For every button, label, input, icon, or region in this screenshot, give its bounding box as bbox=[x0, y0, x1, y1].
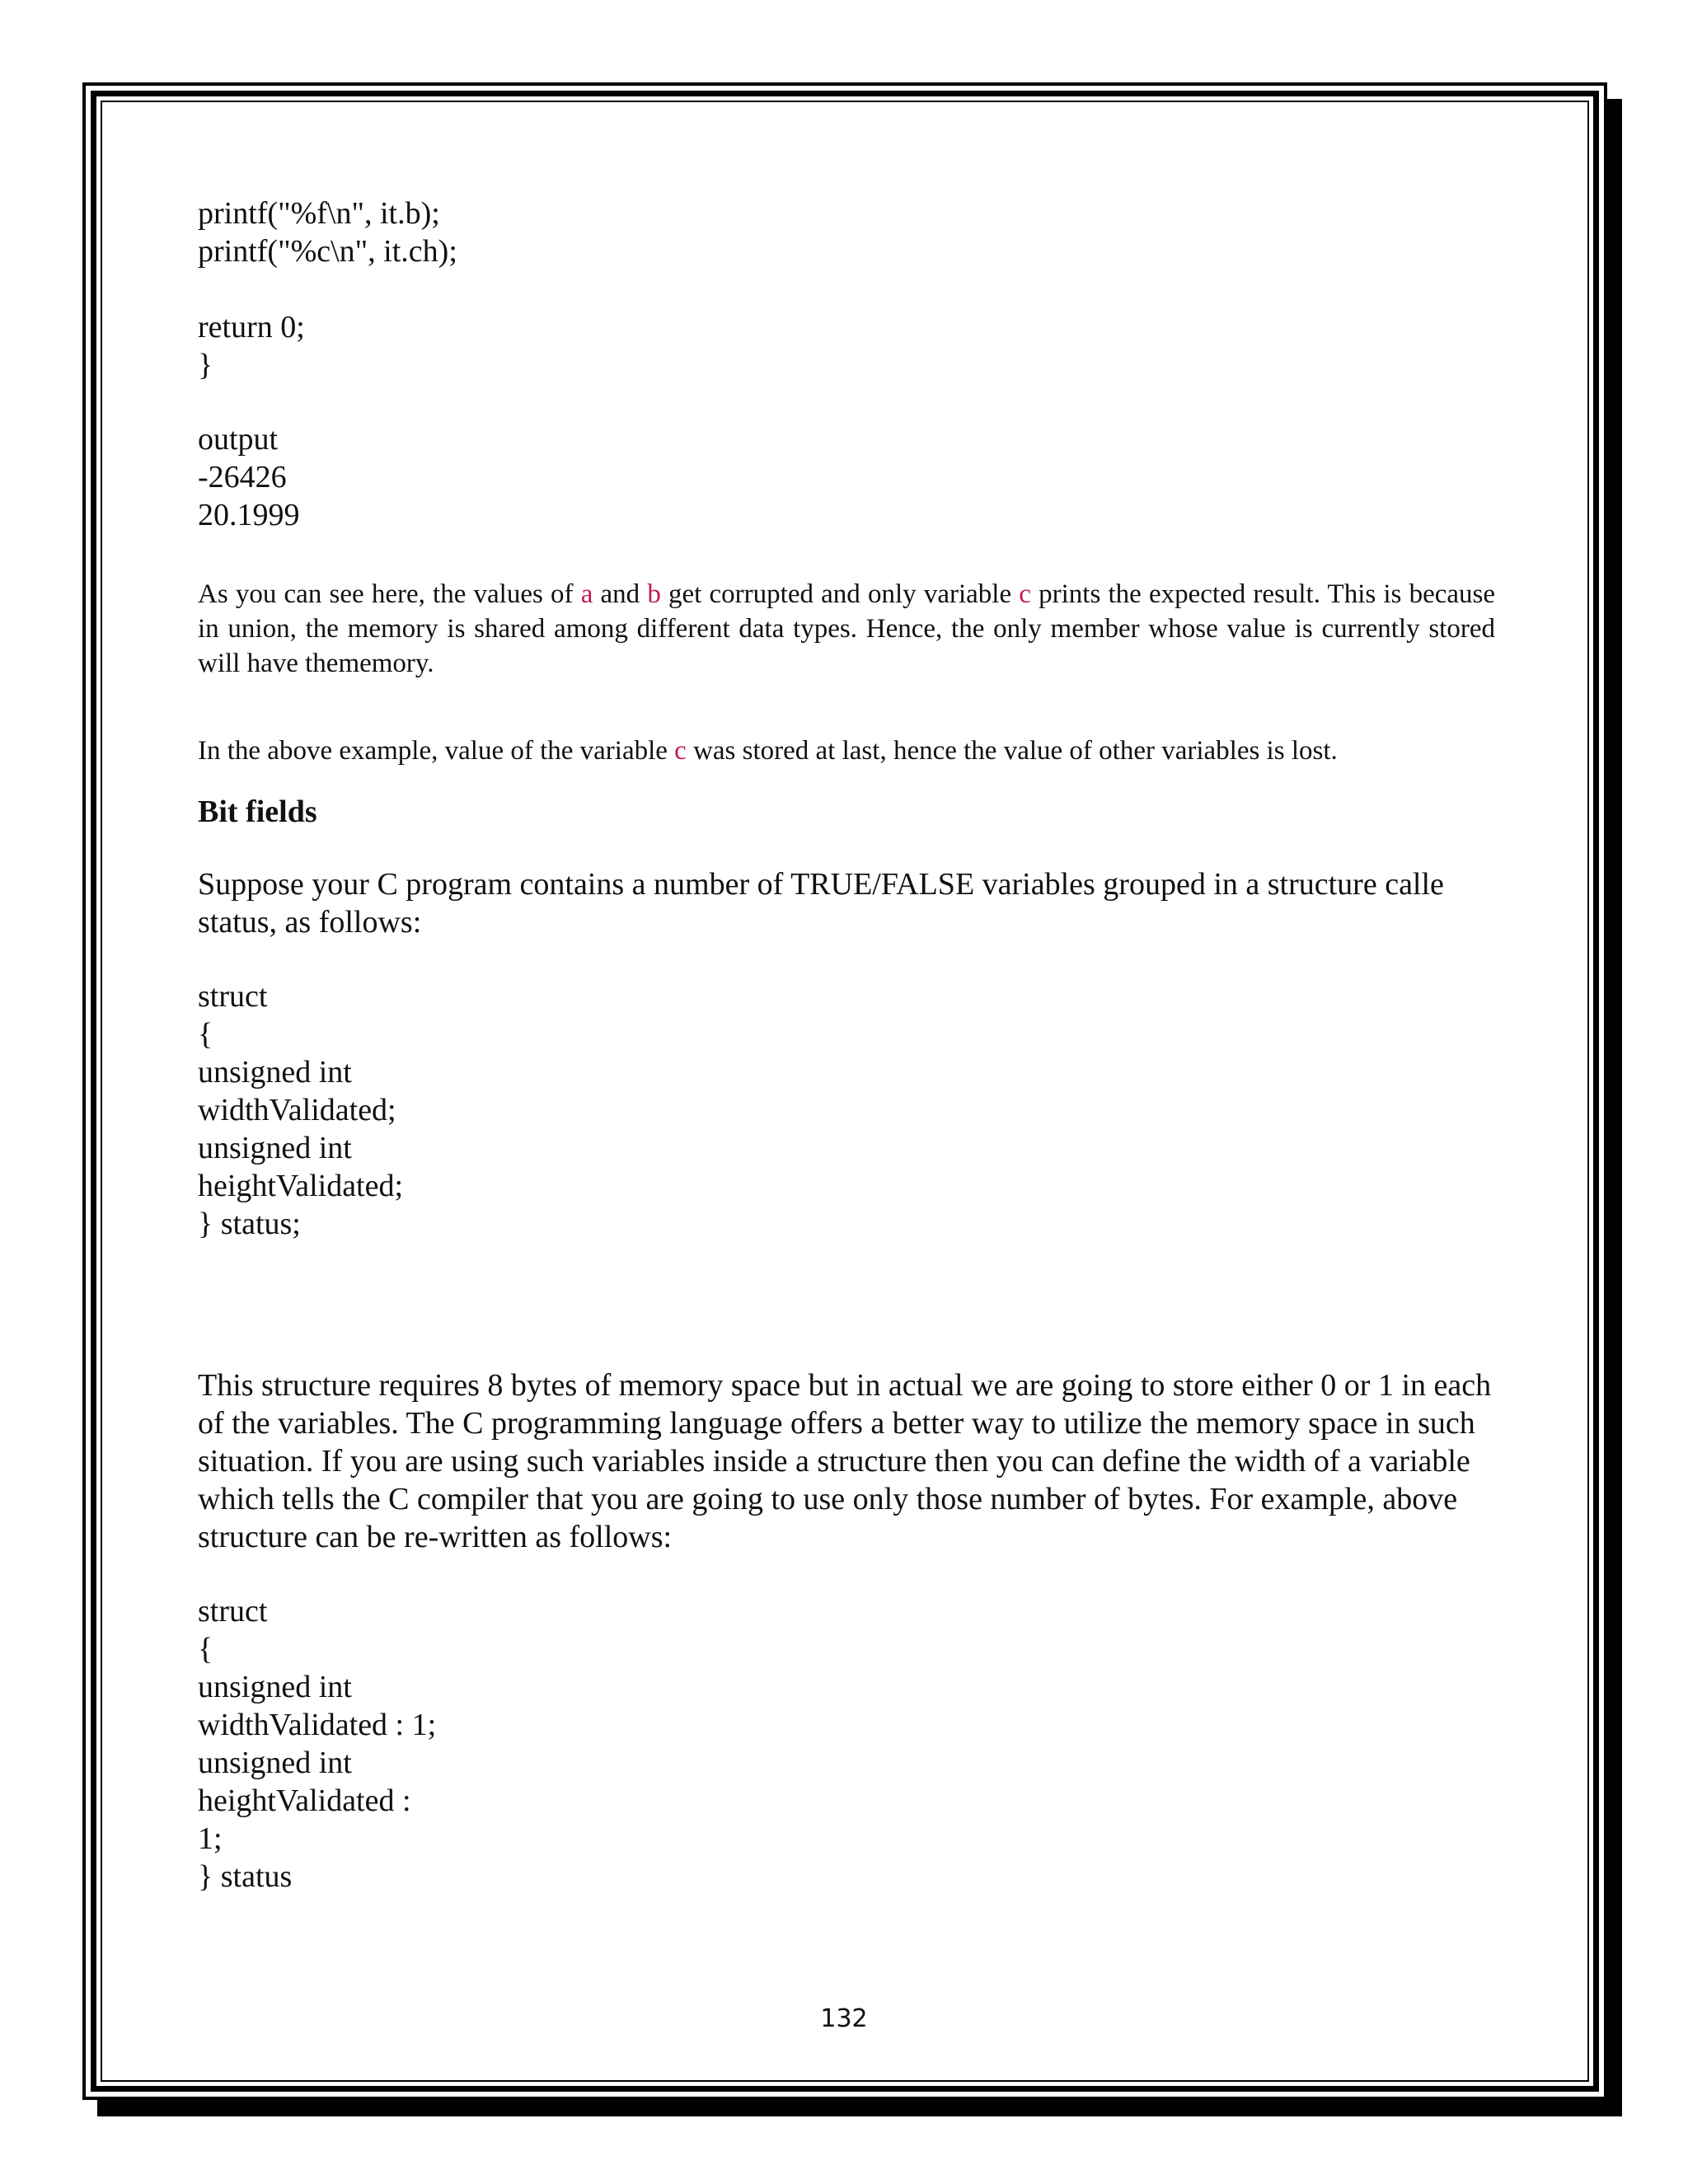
output-value: -26426 bbox=[198, 460, 287, 494]
output-label: output bbox=[198, 422, 279, 457]
output-block bbox=[198, 420, 1495, 534]
variable-b: b bbox=[647, 579, 661, 609]
text-run: prints the expected result. This is because in union, the memory is shared among different data types. Hence, the only member whose value is currently stored will have thememory. bbox=[198, 579, 1496, 678]
output-value: 20.1999 bbox=[198, 498, 300, 532]
code-line: { bbox=[198, 1017, 213, 1052]
code-line-blank bbox=[198, 270, 1495, 308]
code-line: 1; bbox=[198, 1821, 223, 1856]
page-content bbox=[198, 194, 1495, 1896]
code-line: struct bbox=[198, 979, 268, 1014]
spacer bbox=[198, 941, 1495, 977]
code-line: widthValidated; bbox=[198, 1093, 396, 1127]
paragraph-bitfields-intro: Suppose your C program contains a number of TRUE/FALSE variables grouped in a structure calle status, as follows: bbox=[198, 867, 1444, 940]
code-line: { bbox=[198, 1632, 213, 1666]
code-line: printf("%f\n", it.b); bbox=[198, 196, 440, 231]
text-run: get corrupted and only variable bbox=[660, 579, 1020, 609]
code-block-top bbox=[198, 194, 1495, 384]
spacer bbox=[198, 768, 1495, 793]
code-line: } status; bbox=[198, 1207, 301, 1241]
code-line: struct bbox=[198, 1594, 268, 1629]
code-line: unsigned int bbox=[198, 1670, 352, 1704]
code-line: printf("%c\n", it.ch); bbox=[198, 234, 457, 269]
code-line: } status bbox=[198, 1859, 293, 1894]
text-run: As you can see here, the values of bbox=[198, 579, 581, 609]
spacer bbox=[198, 1556, 1495, 1592]
paragraph-example-note bbox=[198, 733, 1495, 768]
page-number: 132 bbox=[820, 2004, 868, 2033]
variable-c: c bbox=[1019, 579, 1031, 609]
code-block-struct bbox=[198, 977, 1495, 1243]
spacer bbox=[198, 1243, 1495, 1366]
variable-a: a bbox=[580, 579, 593, 609]
code-block-bitfield-struct bbox=[198, 1592, 1495, 1896]
section-heading: Bit fields bbox=[198, 794, 317, 829]
text-run: was stored at last, hence the value of other variables is lost. bbox=[686, 736, 1338, 766]
code-line: heightValidated : bbox=[198, 1783, 411, 1818]
text-run: In the above example, value of the variable bbox=[198, 736, 675, 766]
spacer bbox=[198, 534, 1495, 577]
paragraph-union-explanation bbox=[198, 577, 1495, 681]
spacer bbox=[198, 831, 1495, 865]
paragraph-memory-explanation: This structure requires 8 bytes of memory space but in actual we are going to store either 0 or 1 in each of the variables. The C programming language offers a better way to utilize the memory space in such situation. If you are using such variables inside a structure then you can define the width of a variable which tells the C compiler that you are going to use only those number of bytes. For example, above structure can be re-written as follows: bbox=[198, 1368, 1492, 1554]
code-line: heightValidated; bbox=[198, 1169, 404, 1203]
spacer bbox=[198, 681, 1495, 733]
variable-c: c bbox=[674, 736, 687, 766]
code-line: } bbox=[198, 348, 213, 382]
code-line: unsigned int bbox=[198, 1131, 352, 1165]
code-line: unsigned int bbox=[198, 1746, 352, 1780]
code-line: return 0; bbox=[198, 310, 305, 344]
text-run: and bbox=[593, 579, 648, 609]
code-line: unsigned int bbox=[198, 1055, 352, 1090]
spacer bbox=[198, 384, 1495, 420]
code-line: widthValidated : 1; bbox=[198, 1708, 437, 1742]
